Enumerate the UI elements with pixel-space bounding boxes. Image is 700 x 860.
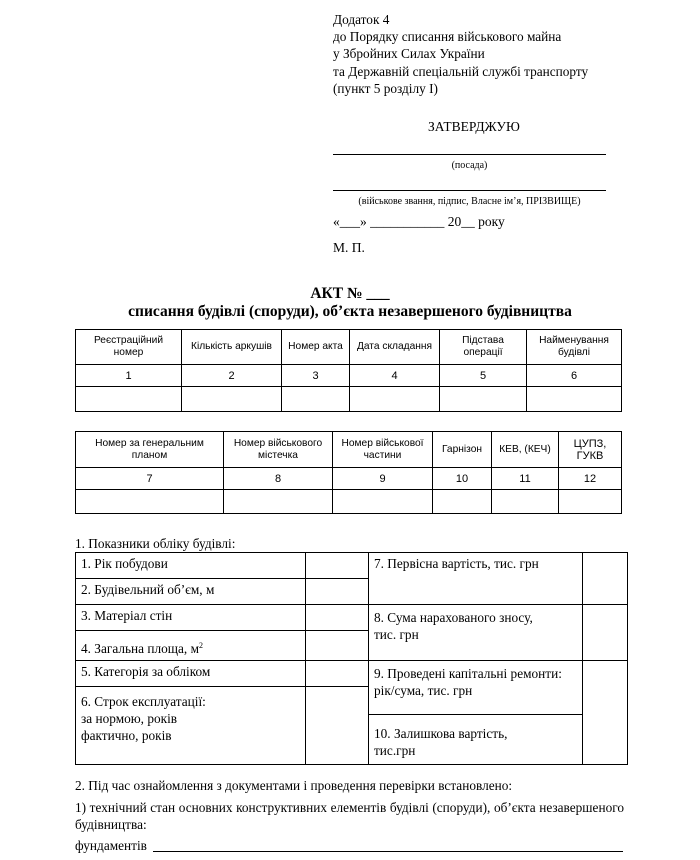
initial-cost-label: 7. Первісна вартість, тис. грн <box>369 553 583 605</box>
wall-material-label: 3. Матеріал стін <box>76 605 306 631</box>
indicators-table <box>75 552 628 765</box>
square-superscript: 2 <box>198 641 203 650</box>
empty-cell[interactable] <box>559 490 622 514</box>
header-cell: Підстава операції <box>440 330 527 365</box>
empty-cell[interactable] <box>492 490 559 514</box>
empty-cell[interactable] <box>527 387 622 412</box>
residual-cost-label <box>369 715 583 765</box>
header-cell: Номер військової частини <box>333 432 433 468</box>
number-cell: 11 <box>492 468 559 490</box>
empty-cell[interactable] <box>224 490 333 514</box>
number-cell: 8 <box>224 468 333 490</box>
empty-cell[interactable] <box>182 387 282 412</box>
number-cell: 7 <box>76 468 224 490</box>
value-cell[interactable] <box>306 687 369 765</box>
header-cell: Найменування будівлі <box>527 330 622 365</box>
service-term-actual: фактично, років <box>81 728 172 743</box>
number-cell: 10 <box>433 468 492 490</box>
repairs-line-2: рік/сума, тис. грн <box>374 683 473 698</box>
annex-line-3: та Державній спеціальній службі транспорту <box>333 63 589 79</box>
service-term-label <box>76 687 306 765</box>
empty-cell[interactable] <box>282 387 350 412</box>
total-area-label <box>76 631 306 661</box>
annex-line-1: до Порядку списання військового майна <box>333 29 562 45</box>
value-cell[interactable] <box>306 661 369 687</box>
year-built-label: 1. Рік побудови <box>76 553 306 579</box>
depreciation-label <box>369 605 583 661</box>
category-label: 5. Категорія за обліком <box>76 661 306 687</box>
residual-line-2: тис.грн <box>374 743 416 758</box>
act-title: АКТ № ___ <box>310 285 390 302</box>
annex-block <box>333 11 588 97</box>
header-cell: Номер акта <box>282 330 350 365</box>
foundations-label: фундаментів <box>75 838 147 853</box>
header-cell: КЕВ, (КЕЧ) <box>492 432 559 468</box>
service-term-norm: за нормою, років <box>81 711 178 726</box>
number-cell: 9 <box>333 468 433 490</box>
annex-line-4: (пункт 5 розділу I) <box>333 80 438 96</box>
findings-item-1: 1) технічний стан основних конструктивних елементів будівлі (споруди), об’єкта незавершеного будівництва: <box>75 800 624 832</box>
depreciation-line-2: тис. грн <box>374 627 419 642</box>
number-cell: 2 <box>182 365 282 387</box>
total-area-text: 4. Загальна площа, м <box>81 641 199 656</box>
number-cell: 6 <box>527 365 622 387</box>
empty-cell[interactable] <box>333 490 433 514</box>
repairs-line-1: 9. Проведені капітальні ремонти: <box>374 666 562 681</box>
header-cell: Дата складання <box>350 330 440 365</box>
header-cell: Реєстраційний номер <box>76 330 182 365</box>
position-line <box>333 154 606 155</box>
location-table <box>75 431 622 514</box>
value-cell[interactable] <box>583 553 628 605</box>
annex-title: Додаток 4 <box>333 12 390 27</box>
number-cell: 3 <box>282 365 350 387</box>
header-cell: Кількість аркушів <box>182 330 282 365</box>
empty-cell[interactable] <box>76 387 182 412</box>
header-cell: Гарнізон <box>433 432 492 468</box>
value-cell[interactable] <box>583 605 628 661</box>
residual-line-1: 10. Залишкова вартість, <box>374 726 508 741</box>
empty-cell[interactable] <box>350 387 440 412</box>
empty-cell[interactable] <box>433 490 492 514</box>
value-cell[interactable] <box>583 661 628 765</box>
value-cell[interactable] <box>306 579 369 605</box>
foundations-line <box>153 851 623 852</box>
empty-cell[interactable] <box>440 387 527 412</box>
number-cell: 4 <box>350 365 440 387</box>
header-cell: Номер військового містечка <box>224 432 333 468</box>
header-cell: Номер за генеральним планом <box>76 432 224 468</box>
service-term-title: 6. Строк експлуатації: <box>81 694 206 709</box>
seal-placeholder: М. П. <box>333 240 365 255</box>
annex-line-2: у Збройних Силах України <box>333 46 485 62</box>
date-line: «___» ___________ 20__ року <box>333 214 505 229</box>
position-caption: (посада) <box>451 160 488 171</box>
empty-cell[interactable] <box>76 490 224 514</box>
signature-caption: (військове звання, підпис, Власне ім’я, ПРІЗВИЩЕ) <box>358 196 581 207</box>
volume-label: 2. Будівельний об’єм, м <box>76 579 306 605</box>
indicators-heading: 1. Показники обліку будівлі: <box>75 536 236 551</box>
act-subtitle: списання будівлі (споруди), об’єкта незавершеного будівництва <box>128 303 572 320</box>
number-cell: 1 <box>76 365 182 387</box>
registration-table <box>75 329 622 412</box>
repairs-label <box>369 661 583 715</box>
findings-heading: 2. Під час ознайомлення з документами і проведення перевірки встановлено: <box>75 778 513 793</box>
signature-line <box>333 190 606 191</box>
value-cell[interactable] <box>306 605 369 631</box>
number-cell: 12 <box>559 468 622 490</box>
value-cell[interactable] <box>306 631 369 661</box>
number-cell: 5 <box>440 365 527 387</box>
approval-heading: ЗАТВЕРДЖУЮ <box>428 119 520 134</box>
header-cell: ЦУПЗ, ГУКВ <box>559 432 622 468</box>
value-cell[interactable] <box>306 553 369 579</box>
depreciation-line-1: 8. Сума нарахованого зносу, <box>374 610 533 625</box>
